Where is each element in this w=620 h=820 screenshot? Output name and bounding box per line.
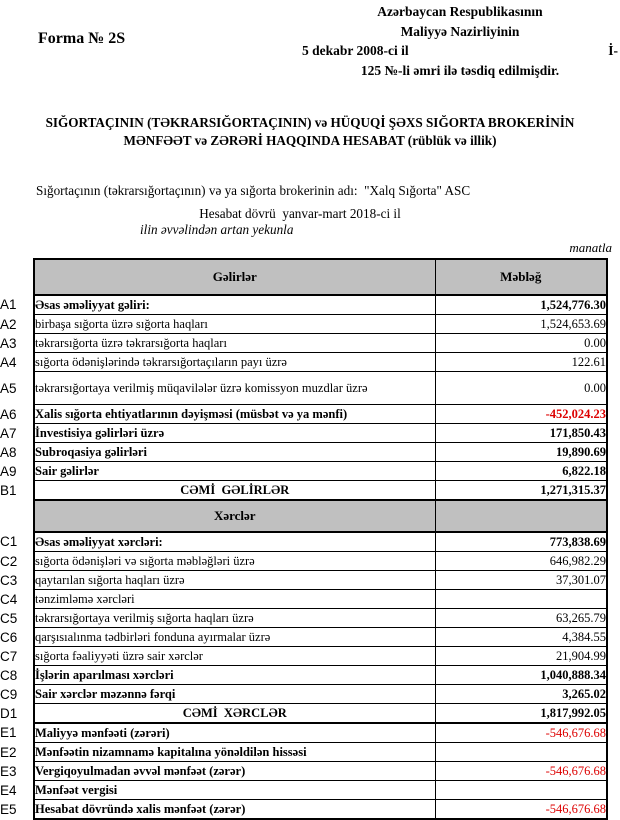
table-row — [0, 462, 607, 481]
row-value: 646,982.29 — [435, 552, 607, 571]
row-code: A9 — [0, 463, 17, 479]
row-value — [435, 500, 607, 532]
row-value: -452,024.23 — [435, 405, 607, 424]
row-value: 1,817,992.05 — [435, 704, 607, 724]
amount-column-header: Məbləğ — [435, 259, 607, 295]
report-table — [0, 258, 608, 820]
row-value: -546,676.68 — [435, 723, 607, 743]
row-value: -546,676.68 — [435, 762, 607, 781]
table-row — [0, 334, 607, 353]
row-value: 19,890.69 — [435, 443, 607, 462]
report-title-line-2: MƏNFƏƏT və ZƏRƏRİ HAQQINDA HESABAT (rüblük və illik) — [123, 133, 497, 148]
row-value: 1,271,315.37 — [435, 481, 607, 501]
table-row — [0, 532, 607, 552]
row-code: A2 — [0, 316, 17, 332]
row-label: Hesabat dövründə xalis mənfəət (zərər) — [34, 800, 435, 820]
table-row — [0, 405, 607, 424]
row-label: qarşısıalınma tədbirləri fonduna ayırmalar üzrə — [34, 628, 435, 647]
row-code: C8 — [0, 667, 18, 683]
approval-line-4: 125 №-li əmri ilə təsdiq edilmişdir. — [360, 62, 560, 78]
row-code: C2 — [0, 553, 18, 569]
table-row — [0, 353, 607, 372]
table-row — [0, 762, 607, 781]
row-label: təkrarsığortaya verilmiş müqavilələr üzrə komissyon muzdlar üzrə — [34, 372, 435, 405]
row-code: E1 — [0, 725, 17, 741]
table-row — [0, 685, 607, 704]
table-row — [0, 552, 607, 571]
insurer-name-line: Sığortaçının (təkrarsığortaçının) və ya sığorta brokerinin adı: "Xalq Sığorta" ASC — [36, 183, 471, 198]
income-section-header: Gəlirlər — [34, 259, 435, 295]
table-row — [0, 800, 607, 820]
row-code: A4 — [0, 354, 17, 370]
table-row — [0, 372, 607, 405]
row-code: C6 — [0, 629, 18, 645]
table-row — [0, 723, 607, 743]
row-value: 122.61 — [435, 353, 607, 372]
row-code: C3 — [0, 572, 18, 588]
row-label: birbaşa sığorta üzrə sığorta haqları — [34, 315, 435, 334]
currency-note: manatla — [569, 240, 612, 255]
table-row — [0, 481, 607, 501]
row-label: Vergiqoyulmadan əvvəl mənfəət (zərər) — [34, 762, 435, 781]
row-label: Subroqasiya gəlirləri — [34, 443, 435, 462]
row-code: A5 — [0, 380, 17, 396]
report-title — [0, 114, 620, 150]
table-row — [0, 743, 607, 762]
row-label: sığorta fəaliyyəti üzrə sair xərclər — [34, 647, 435, 666]
row-label: Xalis sığorta ehtiyatlarının dəyişməsi (müsbət və ya mənfi) — [34, 405, 435, 424]
row-label: təkrarsığortaya verilmiş sığorta haqları üzrə — [34, 609, 435, 628]
row-label: İşlərin aparılması xərcləri — [34, 666, 435, 685]
row-label: təkrarsığorta üzrə təkrarsığorta haqları — [34, 334, 435, 353]
row-label: Sair xərclər məzənnə fərqi — [34, 685, 435, 704]
row-value: 21,904.99 — [435, 647, 607, 666]
table-row — [0, 295, 607, 315]
cumulative-note: ilin əvvəlindən artan yekunla — [140, 222, 294, 237]
table-row — [0, 443, 607, 462]
row-value — [435, 781, 607, 800]
row-code: D1 — [0, 705, 18, 721]
table-row — [0, 571, 607, 590]
row-label: Mənfəət vergisi — [34, 781, 435, 800]
table-row — [0, 609, 607, 628]
row-code: C5 — [0, 610, 18, 626]
row-label: qaytarılan sığorta haqları üzrə — [34, 571, 435, 590]
header-code-spacer — [0, 259, 34, 295]
row-label: Maliyyə mənfəəti (zərəri) — [34, 723, 435, 743]
report-title-line-1: SIĞORTAÇININ (TƏKRARSIĞORTAÇININ) və HÜQUQİ ŞƏXS SIĞORTA BROKERİNİN — [45, 115, 575, 130]
table-row — [0, 704, 607, 724]
row-value: 1,524,776.30 — [435, 295, 607, 315]
row-value: 63,265.79 — [435, 609, 607, 628]
approval-date: 5 dekabr 2008-ci il — [302, 43, 409, 58]
row-code: C9 — [0, 686, 18, 702]
approval-line-2: Maliyyə Nazirliyinin — [400, 23, 520, 39]
section-row — [0, 500, 607, 532]
row-label: Əsas əməliyyat gəliri: — [34, 295, 435, 315]
row-value: 4,384.55 — [435, 628, 607, 647]
row-code: A7 — [0, 425, 17, 441]
approval-line-3 — [302, 41, 618, 61]
row-value — [435, 743, 607, 762]
row-code: A8 — [0, 444, 17, 460]
report-period-line: Hesabat dövrü yanvar-mart 2018-ci il — [199, 206, 401, 221]
row-code: C7 — [0, 648, 18, 664]
row-value: 171,850.43 — [435, 424, 607, 443]
row-label: Sair gəlirlər — [34, 462, 435, 481]
row-value: 0.00 — [435, 334, 607, 353]
row-value: 1,524,653.69 — [435, 315, 607, 334]
row-code: C4 — [0, 591, 18, 607]
row-value: 37,301.07 — [435, 571, 607, 590]
row-value: -546,676.68 — [435, 800, 607, 820]
row-value: 773,838.69 — [435, 532, 607, 552]
table-row — [0, 666, 607, 685]
row-code: A6 — [0, 406, 17, 422]
row-value — [435, 590, 607, 609]
row-value: 0.00 — [435, 372, 607, 405]
form-number: Forma № 2S — [38, 30, 126, 47]
row-code: A1 — [0, 297, 17, 313]
table-header-row — [0, 259, 607, 295]
row-label: sığorta ödənişləri və sığorta məbləğləri üzrə — [34, 552, 435, 571]
table-row — [0, 590, 607, 609]
table-row — [0, 647, 607, 666]
row-code: E4 — [0, 782, 17, 798]
table-row — [0, 424, 607, 443]
row-code: C1 — [0, 534, 18, 550]
row-label: CƏMİ GƏLİRLƏR — [34, 481, 435, 501]
approval-order-prefix: İ- — [608, 43, 618, 58]
row-label: Mənfəətin nizamnamə kapitalına yönəldilən hissəsi — [34, 743, 435, 762]
row-label: sığorta ödənişlərində təkrarsığortaçıların payı üzrə — [34, 353, 435, 372]
row-value: 6,822.18 — [435, 462, 607, 481]
approval-block — [302, 2, 618, 80]
table-row — [0, 781, 607, 800]
table-row — [0, 315, 607, 334]
row-code: E3 — [0, 763, 17, 779]
row-code: B1 — [0, 482, 17, 498]
row-label: Xərclər — [34, 500, 435, 532]
row-label: Əsas əməliyyat xərcləri: — [34, 532, 435, 552]
row-label: CƏMİ XƏRCLƏR — [34, 704, 435, 724]
row-code: E2 — [0, 744, 17, 760]
row-label: tənzimləmə xərcləri — [34, 590, 435, 609]
row-code — [0, 500, 34, 532]
row-code: A3 — [0, 335, 17, 351]
approval-line-1: Azərbaycan Respublikasının — [377, 4, 543, 19]
table-row — [0, 628, 607, 647]
row-value: 3,265.02 — [435, 685, 607, 704]
report-table-body — [0, 295, 607, 819]
row-value: 1,040,888.34 — [435, 666, 607, 685]
row-label: İnvestisiya gəlirləri üzrə — [34, 424, 435, 443]
row-code: E5 — [0, 801, 17, 817]
